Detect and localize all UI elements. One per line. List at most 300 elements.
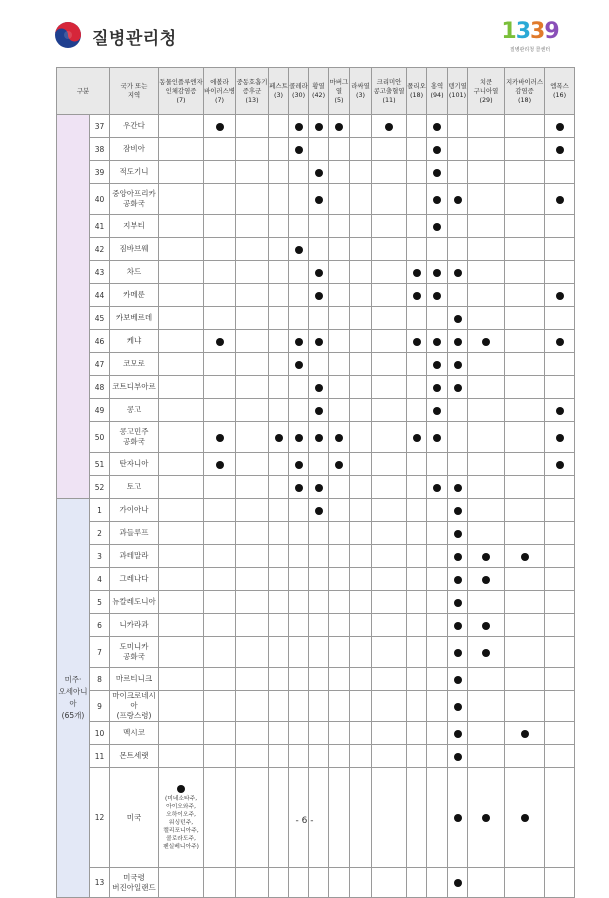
disease-cell xyxy=(204,668,236,691)
present-dot-icon xyxy=(385,123,393,131)
disease-cell xyxy=(505,330,545,353)
text-line: 중동호흡기 xyxy=(236,77,268,86)
disease-cell xyxy=(204,261,236,284)
agency-logo-icon xyxy=(54,21,82,49)
disease-cell xyxy=(448,668,468,691)
disease-cell xyxy=(236,476,269,499)
disease-cell xyxy=(372,668,407,691)
text-line: (미네소타주, xyxy=(164,796,198,802)
disease-cell xyxy=(407,353,427,376)
disease-cell xyxy=(505,307,545,330)
disease-cell xyxy=(372,868,407,898)
disease-cell xyxy=(236,238,269,261)
disease-cell xyxy=(372,238,407,261)
present-dot-icon xyxy=(315,484,323,492)
row-number: 47 xyxy=(90,353,110,376)
disease-cell xyxy=(545,307,575,330)
disease-cell xyxy=(309,668,329,691)
disease-cell xyxy=(269,668,289,691)
disease-cell xyxy=(427,330,448,353)
disease-cell xyxy=(289,668,309,691)
disease-cell xyxy=(289,691,309,722)
disease-cell xyxy=(204,422,236,453)
present-dot-icon xyxy=(454,703,462,711)
header-disease xyxy=(468,68,505,115)
text-line: 뉴칼레도니아 xyxy=(112,597,156,606)
disease-cell xyxy=(309,261,329,284)
disease-cell xyxy=(545,284,575,307)
disease-cell xyxy=(448,307,468,330)
disease-cell xyxy=(407,868,427,898)
disease-cell xyxy=(505,161,545,184)
present-dot-icon xyxy=(433,484,441,492)
disease-cell xyxy=(545,745,575,768)
disease-cell xyxy=(505,568,545,591)
present-dot-icon xyxy=(295,146,303,154)
present-dot-icon xyxy=(454,315,462,323)
disease-cell xyxy=(204,614,236,637)
disease-cell xyxy=(309,376,329,399)
present-dot-icon xyxy=(315,123,323,131)
disease-cell xyxy=(407,691,427,722)
disease-cell xyxy=(159,330,204,353)
header-disease xyxy=(309,68,329,115)
text-line: (18) xyxy=(517,95,532,104)
present-dot-icon xyxy=(433,407,441,415)
disease-cell xyxy=(545,637,575,668)
disease-cell xyxy=(545,591,575,614)
disease-cell xyxy=(204,453,236,476)
row-number: 43 xyxy=(90,261,110,284)
present-dot-icon xyxy=(482,338,490,346)
header-disease xyxy=(505,68,545,115)
row-number: 9 xyxy=(90,691,110,722)
disease-cell xyxy=(427,115,448,138)
table-row xyxy=(57,215,575,238)
disease-cell xyxy=(505,591,545,614)
disease-cell xyxy=(329,522,350,545)
disease-cell xyxy=(407,376,427,399)
disease-cell xyxy=(289,637,309,668)
present-dot-icon xyxy=(521,730,529,738)
disease-cell xyxy=(545,453,575,476)
disease-cell xyxy=(505,399,545,422)
disease-cell xyxy=(329,330,350,353)
disease-cell xyxy=(159,668,204,691)
country-name xyxy=(110,522,159,545)
disease-cell xyxy=(159,399,204,422)
disease-cell xyxy=(407,614,427,637)
disease-cell xyxy=(236,691,269,722)
disease-cell xyxy=(468,138,505,161)
disease-cell xyxy=(159,138,204,161)
disease-cell xyxy=(204,184,236,215)
agency-name: 질병관리청 xyxy=(92,29,177,49)
disease-cell xyxy=(329,138,350,161)
disease-cell xyxy=(545,614,575,637)
table-row xyxy=(57,668,575,691)
present-dot-icon xyxy=(433,146,441,154)
disease-cell xyxy=(448,522,468,545)
disease-cell xyxy=(204,522,236,545)
disease-cell xyxy=(236,545,269,568)
header-disease xyxy=(407,68,427,115)
text-line: 몬트세랫 xyxy=(119,751,149,760)
disease-cell xyxy=(350,691,372,722)
present-dot-icon xyxy=(556,146,564,154)
disease-cell xyxy=(505,284,545,307)
table-row xyxy=(57,376,575,399)
disease-cell xyxy=(289,476,309,499)
text-line: 증후군 xyxy=(242,86,262,95)
row-number: 46 xyxy=(90,330,110,353)
row-number: 13 xyxy=(90,868,110,898)
disease-cell xyxy=(468,422,505,453)
disease-cell xyxy=(236,868,269,898)
disease-cell xyxy=(407,330,427,353)
row-number: 3 xyxy=(90,545,110,568)
disease-cell xyxy=(372,261,407,284)
disease-cell xyxy=(269,499,289,522)
disease-cell xyxy=(350,522,372,545)
present-dot-icon xyxy=(454,576,462,584)
table-row xyxy=(57,284,575,307)
hotline-label: 질병관리청 콜센터 xyxy=(509,47,551,53)
disease-cell xyxy=(468,476,505,499)
disease-cell xyxy=(309,614,329,637)
disease-cell xyxy=(309,453,329,476)
hotline-logo xyxy=(497,20,563,60)
disease-cell xyxy=(407,499,427,522)
country-name xyxy=(110,261,159,284)
disease-cell xyxy=(204,745,236,768)
present-dot-icon xyxy=(556,123,564,131)
disease-cell xyxy=(236,115,269,138)
table-row xyxy=(57,745,575,768)
disease-cell xyxy=(350,499,372,522)
disease-cell xyxy=(407,568,427,591)
row-number: 37 xyxy=(90,115,110,138)
text-line: 오하이오주, xyxy=(166,812,196,818)
text-line: 코모로 xyxy=(123,359,145,368)
country-name xyxy=(110,184,159,215)
text-line: 워싱턴주, xyxy=(168,820,194,826)
text-line: 아이오와주, xyxy=(166,804,196,810)
disease-cell xyxy=(505,868,545,898)
present-dot-icon xyxy=(433,361,441,369)
disease-cell xyxy=(289,307,309,330)
disease-cell xyxy=(159,261,204,284)
disease-cell xyxy=(350,722,372,745)
country-name xyxy=(110,545,159,568)
disease-cell xyxy=(236,376,269,399)
disease-cell xyxy=(505,115,545,138)
disease-cell xyxy=(204,161,236,184)
text-line: 페스트 xyxy=(269,82,288,90)
region-cell xyxy=(57,499,90,898)
disease-cell xyxy=(505,545,545,568)
present-dot-icon xyxy=(315,169,323,177)
disease-cell xyxy=(505,138,545,161)
disease-cell xyxy=(204,238,236,261)
hotline-digit: 3 xyxy=(530,19,545,44)
disease-cell xyxy=(289,499,309,522)
disease-cell xyxy=(289,184,309,215)
disease-cell xyxy=(236,614,269,637)
disease-cell xyxy=(159,499,204,522)
disease-cell xyxy=(309,722,329,745)
present-dot-icon xyxy=(216,338,224,346)
disease-cell xyxy=(468,568,505,591)
disease-cell xyxy=(545,330,575,353)
disease-cell xyxy=(448,722,468,745)
disease-cell xyxy=(448,499,468,522)
disease-cell xyxy=(350,422,372,453)
disease-cell xyxy=(269,238,289,261)
disease-cell xyxy=(427,184,448,215)
country-name xyxy=(110,614,159,637)
disease-cell xyxy=(545,115,575,138)
disease-cell xyxy=(309,138,329,161)
disease-cell xyxy=(545,353,575,376)
disease-cell xyxy=(427,591,448,614)
disease-cell xyxy=(289,868,309,898)
present-dot-icon xyxy=(315,407,323,415)
disease-cell xyxy=(269,868,289,898)
country-name xyxy=(110,591,159,614)
disease-cell xyxy=(407,668,427,691)
disease-cell xyxy=(269,161,289,184)
present-dot-icon xyxy=(295,434,303,442)
table-row xyxy=(57,868,575,898)
text-line: (101) xyxy=(448,91,467,99)
disease-cell xyxy=(407,745,427,768)
disease-cell xyxy=(468,330,505,353)
country-name xyxy=(110,422,159,453)
disease-cell xyxy=(427,522,448,545)
row-number: 1 xyxy=(90,499,110,522)
disease-cell xyxy=(236,284,269,307)
disease-cell xyxy=(372,691,407,722)
present-dot-icon xyxy=(454,730,462,738)
disease-cell xyxy=(468,261,505,284)
text-line: 인체감염증 xyxy=(165,86,197,95)
disease-cell xyxy=(545,422,575,453)
disease-cell xyxy=(159,568,204,591)
disease-cell xyxy=(505,422,545,453)
disease-cell xyxy=(329,868,350,898)
text-line: 바이러스병 xyxy=(204,86,235,95)
disease-cell xyxy=(236,637,269,668)
hotline-number xyxy=(497,20,563,44)
disease-cell xyxy=(329,215,350,238)
text-line: (42) xyxy=(311,91,326,99)
row-number: 38 xyxy=(90,138,110,161)
disease-cell xyxy=(204,115,236,138)
present-dot-icon xyxy=(454,269,462,277)
text-line: 콩고민주 xyxy=(119,427,149,436)
disease-cell xyxy=(505,722,545,745)
disease-cell xyxy=(427,138,448,161)
present-dot-icon xyxy=(413,269,421,277)
disease-cell xyxy=(236,745,269,768)
text-line: (5) xyxy=(334,95,344,104)
disease-cell xyxy=(269,476,289,499)
disease-cell xyxy=(427,476,448,499)
disease-cell xyxy=(372,353,407,376)
disease-cell xyxy=(269,545,289,568)
header-row xyxy=(57,68,575,115)
disease-cell xyxy=(545,161,575,184)
disease-cell xyxy=(204,722,236,745)
disease-cell xyxy=(468,284,505,307)
header-disease xyxy=(236,68,269,115)
disease-cell xyxy=(269,637,289,668)
row-number: 4 xyxy=(90,568,110,591)
disease-cell xyxy=(372,545,407,568)
disease-cell xyxy=(204,637,236,668)
text-line: 짐바브웨 xyxy=(119,244,149,253)
disease-cell xyxy=(407,637,427,668)
disease-cell xyxy=(309,330,329,353)
text-line: 지카바이러스 xyxy=(505,77,544,86)
disease-cell xyxy=(505,614,545,637)
disease-cell xyxy=(468,868,505,898)
disease-cell xyxy=(309,691,329,722)
disease-cell xyxy=(289,722,309,745)
row-number: 42 xyxy=(90,238,110,261)
text-line: 홍역 xyxy=(430,82,444,90)
disease-cell xyxy=(289,422,309,453)
disease-cell xyxy=(468,307,505,330)
disease-cell xyxy=(505,476,545,499)
disease-cell xyxy=(350,238,372,261)
disease-cell xyxy=(204,399,236,422)
disease-cell xyxy=(427,422,448,453)
disease-cell xyxy=(350,330,372,353)
disease-cell xyxy=(289,399,309,422)
row-number: 51 xyxy=(90,453,110,476)
present-dot-icon xyxy=(556,196,564,204)
disease-cell xyxy=(448,138,468,161)
present-dot-icon xyxy=(315,269,323,277)
disease-cell xyxy=(448,353,468,376)
disease-cell xyxy=(329,745,350,768)
disease-cell xyxy=(159,868,204,898)
disease-cell xyxy=(329,238,350,261)
disease-cell xyxy=(427,722,448,745)
disease-cell xyxy=(204,691,236,722)
disease-cell xyxy=(329,261,350,284)
disease-cell xyxy=(407,399,427,422)
row-number: 45 xyxy=(90,307,110,330)
text-line: 공화국 xyxy=(123,199,145,208)
present-dot-icon xyxy=(482,649,490,657)
disease-cell xyxy=(269,614,289,637)
text-line: 황열 xyxy=(312,82,325,90)
table-row xyxy=(57,499,575,522)
disease-cell xyxy=(372,284,407,307)
present-dot-icon xyxy=(454,553,462,561)
disease-cell xyxy=(468,522,505,545)
disease-cell xyxy=(236,353,269,376)
text-line: 오세아니아 xyxy=(58,687,88,708)
row-number: 12 xyxy=(90,768,110,868)
present-dot-icon xyxy=(556,407,564,415)
present-dot-icon xyxy=(454,649,462,657)
disease-cell xyxy=(505,261,545,284)
disease-cell xyxy=(505,453,545,476)
text-line: 카메룬 xyxy=(123,290,145,299)
disease-cell xyxy=(204,545,236,568)
present-dot-icon xyxy=(216,123,224,131)
table-row xyxy=(57,261,575,284)
text-line: 미주· xyxy=(64,675,82,684)
text-line: 토고 xyxy=(126,482,142,491)
country-name xyxy=(110,115,159,138)
disease-cell xyxy=(289,138,309,161)
header-disease xyxy=(204,68,236,115)
disease-cell xyxy=(204,476,236,499)
header-disease xyxy=(427,68,448,115)
table-row xyxy=(57,591,575,614)
present-dot-icon xyxy=(454,879,462,887)
disease-cell xyxy=(204,868,236,898)
present-dot-icon xyxy=(556,461,564,469)
disease-cell xyxy=(545,522,575,545)
disease-cell xyxy=(372,307,407,330)
disease-cell xyxy=(407,422,427,453)
present-dot-icon xyxy=(295,338,303,346)
row-number: 40 xyxy=(90,184,110,215)
table-row xyxy=(57,138,575,161)
disease-cell xyxy=(427,545,448,568)
text-line: 마버그열 xyxy=(329,77,349,95)
disease-cell xyxy=(427,284,448,307)
present-dot-icon xyxy=(315,384,323,392)
text-line: 마이크로네시아 xyxy=(112,691,156,710)
present-dot-icon xyxy=(482,622,490,630)
present-dot-icon xyxy=(315,507,323,515)
disease-cell xyxy=(448,115,468,138)
present-dot-icon xyxy=(556,292,564,300)
disease-cell xyxy=(269,330,289,353)
disease-cell xyxy=(329,161,350,184)
disease-cell xyxy=(545,376,575,399)
disease-cell xyxy=(329,422,350,453)
disease-cell xyxy=(448,691,468,722)
text-line: (3) xyxy=(273,91,284,99)
present-dot-icon xyxy=(433,269,441,277)
text-line: 에볼라 xyxy=(210,77,229,86)
text-line: 콩고출혈열 xyxy=(373,86,405,95)
disease-cell xyxy=(350,307,372,330)
text-line: 펜실베니아주) xyxy=(163,844,199,850)
country-name xyxy=(110,161,159,184)
country-name xyxy=(110,745,159,768)
disease-cell xyxy=(448,399,468,422)
disease-cell xyxy=(448,568,468,591)
text-line: (29) xyxy=(479,95,493,104)
disease-cell xyxy=(289,376,309,399)
text-line: 과들루프 xyxy=(119,528,149,537)
text-line: 케냐 xyxy=(126,336,142,345)
header-disease xyxy=(372,68,407,115)
disease-cell xyxy=(329,284,350,307)
disease-cell xyxy=(468,161,505,184)
disease-cell xyxy=(269,453,289,476)
disease-cell xyxy=(350,453,372,476)
